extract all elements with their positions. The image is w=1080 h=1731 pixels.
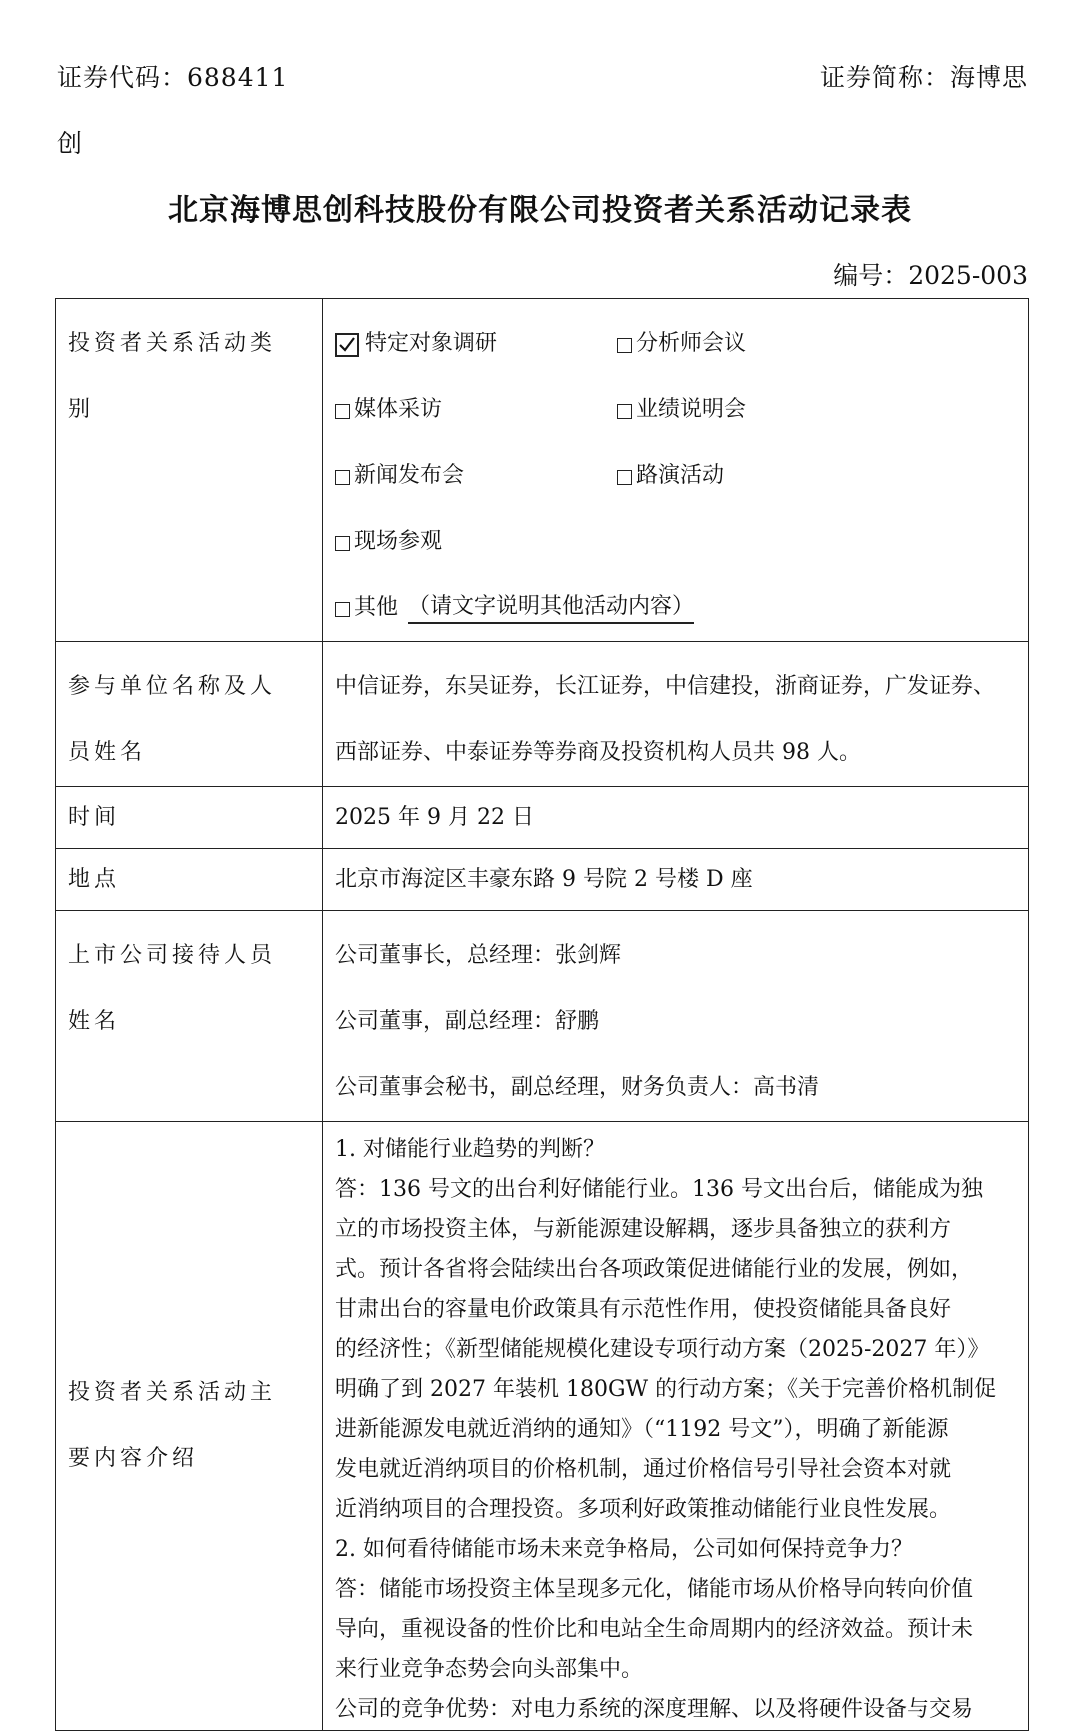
content-line: 甘肃出台的容量电价政策具有示范性作用，使投资储能具备良好	[335, 1297, 952, 1322]
receptionists-label	[56, 911, 323, 1122]
option-label: 新闻发布会	[354, 463, 465, 488]
content-line: 明确了到 2027 年装机 180GW 的行动方案；《关于完善价格机制促	[335, 1377, 997, 1402]
time-value: 2025 年 9 月 22 日	[323, 787, 1029, 849]
other-note: （请文字说明其他活动内容）	[408, 592, 694, 624]
participants-row	[56, 642, 1029, 787]
stock-abbreviation: 证券简称：海博思	[819, 63, 1028, 92]
participants-value	[323, 642, 1029, 787]
document-title: 北京海博思创科技股份有限公司投资者关系活动记录表	[168, 193, 912, 228]
content-line: 的经济性；《新型储能规模化建设专项行动方案（2025-2027 年）》	[335, 1337, 990, 1362]
option-label: 特定对象调研	[365, 331, 498, 356]
content-row	[56, 1122, 1029, 1731]
receptionist-line: 公司董事会秘书，副总经理，财务负责人：高书清	[335, 1075, 820, 1100]
checkbox-icon[interactable]	[617, 338, 632, 353]
receptionists-label-line1: 上市公司接待人员	[68, 943, 277, 968]
option-site-visit[interactable]	[335, 509, 617, 575]
checked-checkbox-icon[interactable]	[335, 333, 359, 357]
content-label	[56, 1122, 323, 1731]
option-analyst-meeting[interactable]	[617, 311, 746, 377]
option-label: 现场参观	[354, 529, 443, 554]
category-row	[56, 299, 1029, 642]
option-label: 分析师会议	[636, 331, 747, 356]
category-label-line1: 投资者关系活动类	[68, 331, 277, 356]
receptionists-value	[323, 911, 1029, 1122]
receptionist-line: 公司董事长，总经理：张剑辉	[335, 943, 622, 968]
content-line: 答：储能市场投资主体呈现多元化，储能市场从价格导向转向价值	[335, 1577, 974, 1602]
option-earnings-briefing[interactable]	[617, 377, 746, 443]
content-value	[323, 1122, 1029, 1731]
content-label-line1: 投资者关系活动主	[68, 1380, 277, 1405]
stock-code: 证券代码：688411	[57, 63, 289, 92]
content-line: 公司的竞争优势：对电力系统的深度理解、以及将硬件设备与交易	[335, 1697, 974, 1722]
checkbox-icon[interactable]	[335, 536, 350, 551]
checkbox-icon[interactable]	[617, 470, 632, 485]
content-line: 进新能源发电就近消纳的通知》（“1192 号文”），明确了新能源	[335, 1417, 949, 1442]
participants-label	[56, 642, 323, 787]
checkbox-icon[interactable]	[617, 404, 632, 419]
option-label: 媒体采访	[354, 397, 443, 422]
option-specific-research[interactable]	[335, 311, 617, 377]
checkbox-icon[interactable]	[335, 470, 350, 485]
content-line: 答：136 号文的出台利好储能行业。136 号文出台后，储能成为独	[335, 1177, 983, 1202]
receptionists-label-line2: 姓名	[68, 1009, 121, 1034]
option-label: 路演活动	[636, 463, 725, 488]
content-label-line2: 要内容介绍	[68, 1446, 199, 1471]
participants-label-line2: 员姓名	[68, 740, 147, 765]
place-value: 北京市海淀区丰豪东路 9 号院 2 号楼 D 座	[323, 849, 1029, 911]
category-label-line2: 别	[68, 397, 95, 422]
option-other[interactable]	[335, 575, 694, 641]
checkbox-icon[interactable]	[335, 404, 350, 419]
place-label: 地点	[56, 849, 323, 911]
option-roadshow[interactable]	[617, 443, 724, 509]
option-label: 其他	[354, 595, 399, 620]
time-label: 时间	[56, 787, 323, 849]
option-press-conference[interactable]	[335, 443, 617, 509]
checkbox-icon[interactable]	[335, 602, 350, 617]
document-number: 编号：2025-003	[833, 261, 1028, 290]
time-row	[56, 787, 1029, 849]
option-label: 业绩说明会	[636, 397, 747, 422]
place-row	[56, 849, 1029, 911]
option-media-interview[interactable]	[335, 377, 617, 443]
participants-label-line1: 参与单位名称及人	[68, 674, 277, 699]
content-line: 近消纳项目的合理投资。多项利好政策推动储能行业良性发展。	[335, 1497, 952, 1522]
record-table	[55, 298, 1029, 1731]
category-options	[323, 299, 1029, 642]
category-label	[56, 299, 323, 642]
content-line: 式。预计各省将会陆续出台各项政策促进储能行业的发展，例如，	[335, 1257, 974, 1282]
content-line: 导向，重视设备的性价比和电站全生命周期内的经济效益。预计未	[335, 1617, 974, 1642]
content-line: 2. 如何看待储能市场未来竞争格局，公司如何保持竞争力？	[335, 1537, 913, 1562]
content-line: 立的市场投资主体，与新能源建设解耦，逐步具备独立的获利方	[335, 1217, 952, 1242]
content-line: 来行业竞争态势会向头部集中。	[335, 1657, 644, 1682]
receptionists-row	[56, 911, 1029, 1122]
stock-abbreviation-continued: 创	[57, 129, 84, 158]
content-line: 1. 对储能行业趋势的判断？	[335, 1137, 605, 1162]
participants-line2: 西部证券、中泰证券等券商及投资机构人员共 98 人。	[335, 740, 861, 765]
content-line: 发电就近消纳项目的价格机制，通过价格信号引导社会资本对就	[335, 1457, 952, 1482]
participants-line1: 中信证券，东吴证券，长江证券，中信建投，浙商证券，广发证券、	[335, 674, 996, 699]
receptionist-line: 公司董事，副总经理：舒鹏	[335, 1009, 600, 1034]
